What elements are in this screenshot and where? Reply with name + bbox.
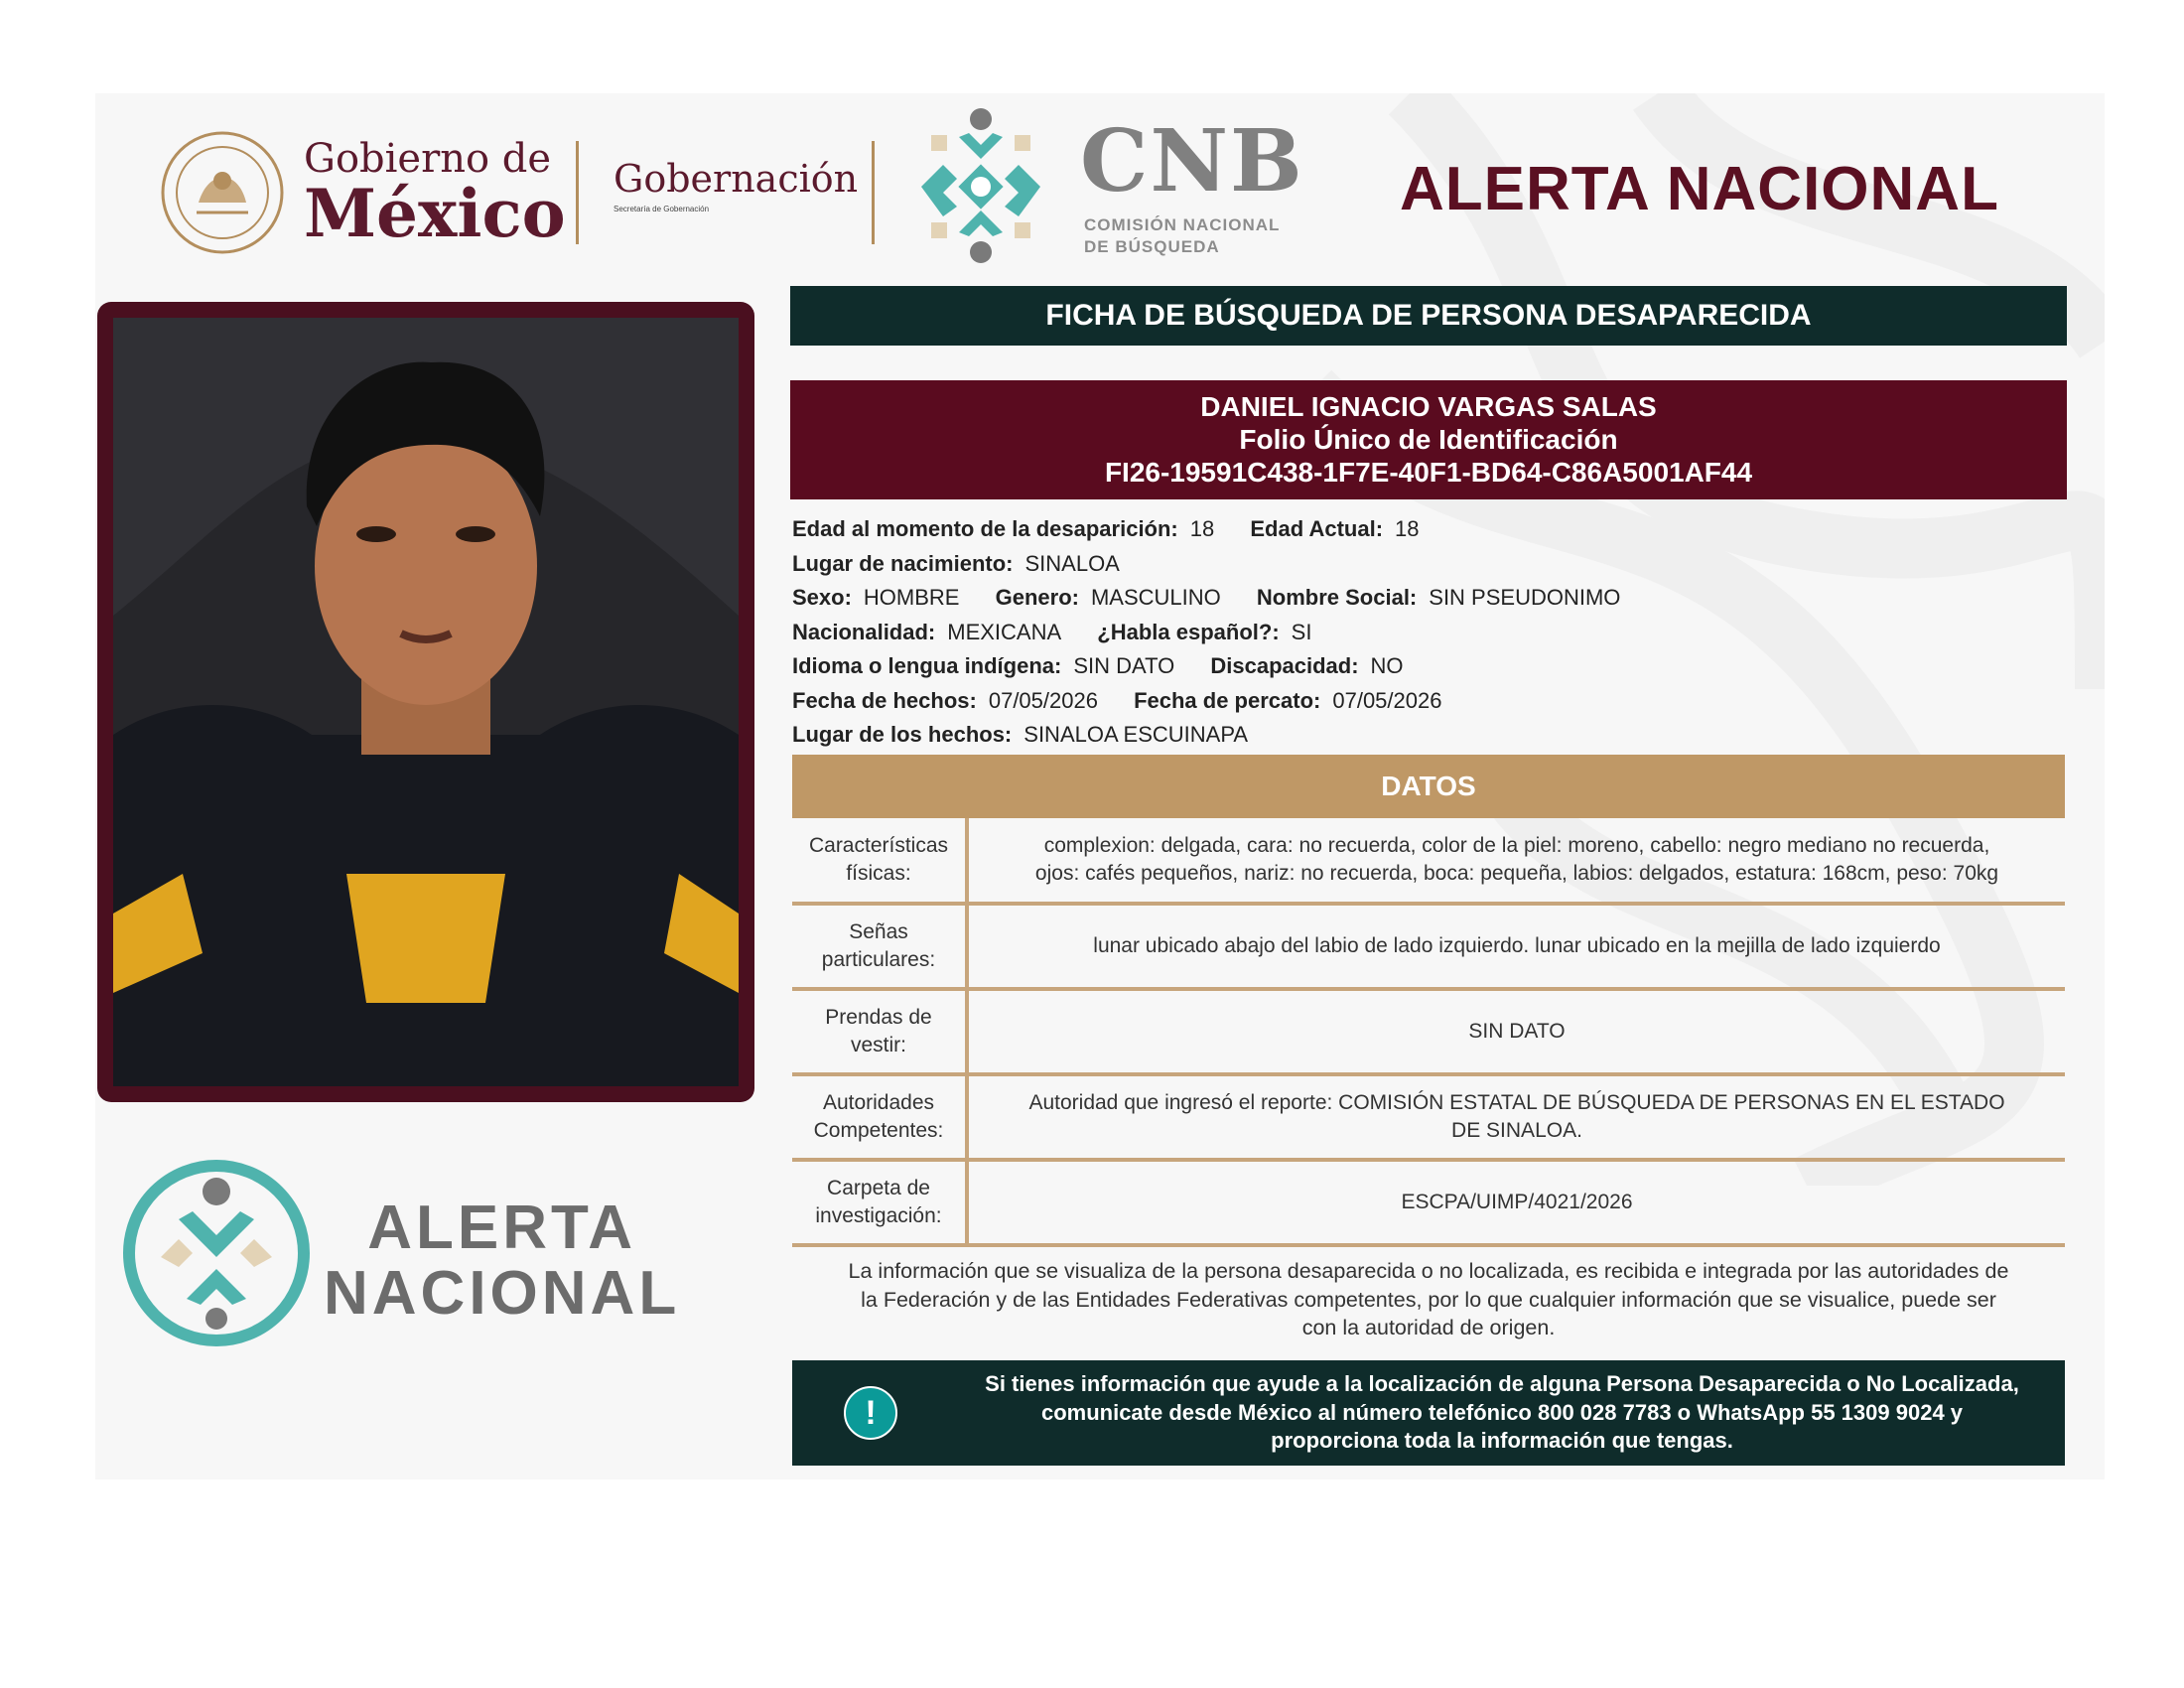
info-label: Genero:: [995, 585, 1079, 610]
info-row: [792, 684, 2063, 719]
person-info: [792, 512, 2063, 753]
info-value: MASCULINO: [1090, 585, 1221, 610]
photo-illustration: [113, 318, 739, 1086]
table-row: [792, 989, 2065, 1074]
disclaimer-text: [792, 1257, 2065, 1342]
gobernacion-label: Gobernación: [614, 157, 859, 201]
table-key-cell: [792, 818, 967, 904]
gobernacion-logo: [614, 157, 858, 213]
disclaimer-line: La información que se visualiza de la persona desaparecida o no localizada, es recibida e integrada por las autoridades de: [848, 1259, 2009, 1283]
key-line: Carpeta de: [827, 1177, 930, 1199]
info-value: HOMBRE: [863, 585, 960, 610]
key-line: físicas:: [846, 862, 911, 885]
value-line: ojos: cafés pequeños, nariz: no recuerda, boca: pequeña, labios: delgados, estatura: 168cm, peso: 70kg: [1034, 862, 1999, 885]
info-label: Idioma o lengua indígena:: [792, 653, 1062, 678]
folio-label: Folio Único de Identificación: [1239, 424, 1618, 455]
info-value: SINALOA ESCUINAPA: [1024, 722, 1249, 747]
table-value-cell: [967, 1074, 2065, 1160]
key-line: investigación:: [815, 1204, 942, 1227]
info-row: [792, 581, 2063, 616]
folio-value: FI26-19591C438-1F7E-40F1-BD64-C86A5001AF44: [1104, 457, 1753, 488]
table-row: [792, 1074, 2065, 1160]
table-value-cell: [967, 904, 2065, 989]
info-row: [792, 547, 2063, 582]
table-key-cell: [792, 1160, 967, 1245]
info-label: Nacionalidad:: [792, 619, 936, 644]
info-label: Edad Actual:: [1250, 516, 1384, 541]
divider: [872, 141, 875, 244]
info-row: [792, 512, 2063, 547]
info-value: 07/05/2026: [1332, 687, 1442, 713]
info-row: [792, 718, 2063, 753]
ficha-title: FICHA DE BÚSQUEDA DE PERSONA DESAPARECIDA: [790, 286, 2067, 346]
info-label: Lugar de nacimiento:: [792, 550, 1014, 576]
table-row: [792, 1160, 2065, 1245]
info-label: Discapacidad:: [1210, 653, 1359, 678]
person-photo: [113, 318, 739, 1086]
gobernacion-sub-label: Secretaría de Gobernación: [614, 205, 710, 213]
key-line: Prendas de: [825, 1006, 932, 1029]
mexico-label: México: [304, 175, 566, 252]
cnb-subtitle: [1084, 214, 1280, 258]
info-value: 18: [1189, 516, 1215, 541]
info-row: [792, 649, 2063, 684]
alerta-nacional-heading: ALERTA NACIONAL: [1400, 155, 1999, 223]
contact-message: [951, 1370, 2053, 1456]
table-key-cell: [792, 1074, 967, 1160]
contact-line: proporciona toda la información que tengas.: [1271, 1428, 1733, 1453]
person-photo-frame: [97, 302, 754, 1102]
person-header: [790, 380, 2067, 499]
table-key-cell: [792, 989, 967, 1074]
key-line: Características: [808, 834, 949, 857]
key-line: vestir:: [850, 1034, 906, 1056]
contact-banner: [792, 1360, 2065, 1466]
info-row: [792, 616, 2063, 650]
cnb-subtitle-line: COMISIÓN NACIONAL: [1084, 215, 1281, 234]
info-value: SIN DATO: [1073, 653, 1175, 678]
info-label: Edad al momento de la desaparición:: [792, 516, 1178, 541]
table-value-cell: [967, 1160, 2065, 1245]
key-line: Competentes:: [813, 1119, 944, 1142]
table-key-cell: [792, 904, 967, 989]
table-row: [792, 818, 2065, 904]
info-label: Sexo:: [792, 585, 852, 610]
info-label: ¿Habla español?:: [1097, 619, 1280, 644]
mexico-seal-icon: [159, 129, 286, 256]
info-value: SINALOA: [1024, 550, 1120, 576]
cnb-logo-icon: [901, 107, 1060, 266]
cnb-title: CNB: [1080, 111, 1304, 211]
info-label: Lugar de los hechos:: [792, 722, 1013, 747]
alerta-logo-line: ALERTA: [367, 1194, 637, 1262]
person-name: DANIEL IGNACIO VARGAS SALAS: [1200, 391, 1657, 422]
table-row: [792, 904, 2065, 989]
table-value-cell: [967, 818, 2065, 904]
info-label: Nombre Social:: [1256, 585, 1418, 610]
key-line: particulares:: [821, 948, 936, 971]
info-label: Fecha de percato:: [1134, 687, 1321, 713]
value-line: lunar ubicado abajo del labio de lado izquierdo. lunar ubicado en la mejilla de lado izquierdo: [1093, 934, 1941, 957]
disclaimer-line: con la autoridad de origen.: [1301, 1316, 1556, 1339]
key-line: Autoridades: [822, 1091, 935, 1114]
gobierno-label: Gobierno de: [304, 136, 552, 182]
info-value: SI: [1291, 619, 1312, 644]
info-value: 07/05/2026: [988, 687, 1098, 713]
alerta-nacional-logo-icon: [117, 1154, 316, 1352]
disclaimer-line: la Federación y de las Entidades Federativas competentes, por lo que cualquier información que se visualice, puede ser: [861, 1287, 1996, 1312]
info-value: 18: [1395, 516, 1420, 541]
datos-table: [792, 818, 2065, 1247]
key-line: Señas: [849, 920, 908, 943]
value-line: Autoridad que ingresó el reporte: COMISIÓN ESTATAL DE BÚSQUEDA DE PERSONAS EN EL ESTADO: [1028, 1091, 2005, 1114]
divider: [576, 141, 579, 244]
datos-header: DATOS: [792, 755, 2065, 818]
info-value: SIN PSEUDONIMO: [1429, 585, 1621, 610]
alerta-logo-line: NACIONAL: [324, 1259, 681, 1328]
info-value: MEXICANA: [947, 619, 1062, 644]
info-value: NO: [1370, 653, 1404, 678]
exclamation-icon: !: [844, 1386, 897, 1440]
alerta-nacional-logo-text: [324, 1196, 680, 1327]
cnb-subtitle-line: DE BÚSQUEDA: [1084, 237, 1220, 256]
contact-line: comunicate desde México al número telefónico 800 028 7783 o WhatsApp 55 1309 9024 y: [1040, 1399, 1964, 1425]
table-value-cell: [967, 989, 2065, 1074]
info-label: Fecha de hechos:: [792, 687, 977, 713]
gobierno-de-mexico-logo: [159, 129, 566, 256]
contact-line: Si tienes información que ayude a la localización de alguna Persona Desaparecida o No Localizada,: [985, 1371, 2019, 1396]
value-line: DE SINALOA.: [1451, 1119, 1582, 1142]
value-line: complexion: delgada, cara: no recuerda, color de la piel: moreno, cabello: negro mediano no recuerda,: [1043, 834, 1990, 857]
value-line: ESCPA/UIMP/4021/2026: [1401, 1191, 1633, 1213]
value-line: SIN DATO: [1468, 1020, 1566, 1043]
